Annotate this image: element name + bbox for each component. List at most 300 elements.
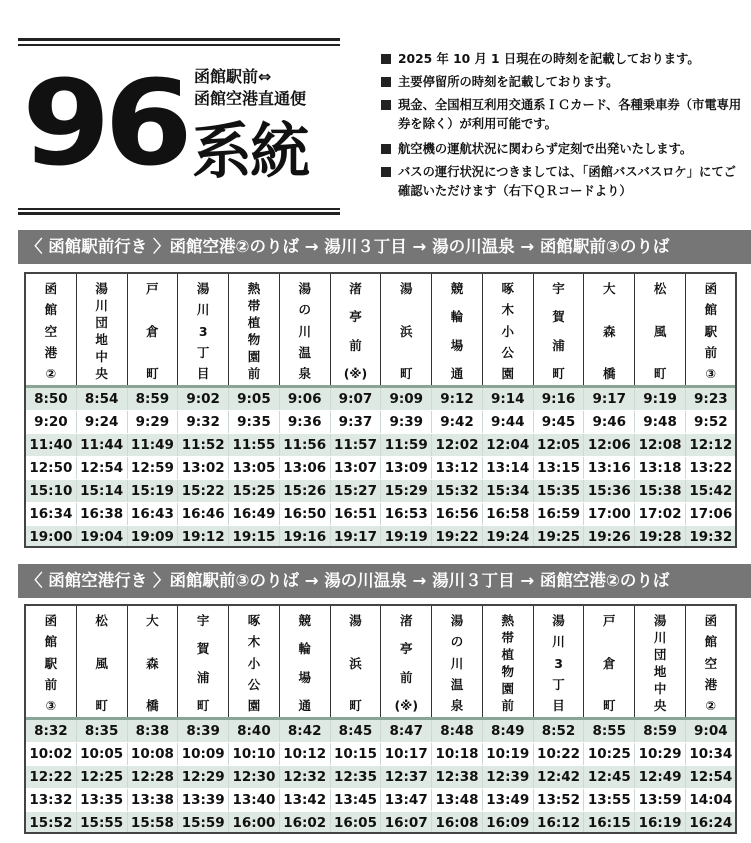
departure-time: 8:52 [533,719,584,743]
stop-name [330,606,381,719]
stop-name-char: 園 [247,349,261,364]
stop-name-char: ③ [705,366,717,381]
stop-name-char: 川 [196,302,210,318]
stop-name-char: 園 [247,698,261,713]
departure-time: 16:43 [127,503,178,526]
departure-row [26,434,737,457]
departure-time: 13:06 [279,457,330,480]
stop-name-char: 浜 [349,655,362,671]
departure-time: 16:12 [533,812,584,835]
departure-time: 11:44 [76,434,127,457]
departure-time: 12:59 [127,457,178,480]
stop-name-char: 帯 [501,630,515,645]
stop-name-char: 物 [501,664,515,679]
stop-name-char: 帯 [247,298,261,313]
departure-time: 15:35 [533,480,584,503]
stop-name [685,274,736,387]
stop-name-char: ② [45,366,57,381]
stop-name-char: 湯 [298,281,311,296]
departure-time: 10:17 [381,743,432,766]
departure-time: 16:49 [229,503,280,526]
departure-time: 12:12 [685,434,736,457]
system-label: 系統 [192,117,308,187]
stop-header-row [26,606,737,719]
stop-name [432,274,483,387]
note-item: 現金、全国相互利用交通系ＩＣカード、各種乗車券（市電専用券を除く）が利用可能です。 [381,96,743,134]
stop-name-char: 港 [44,344,58,360]
departure-time: 9:19 [635,387,686,411]
departure-time: 12:08 [635,434,686,457]
stop-name [279,274,330,387]
departure-time: 9:02 [178,387,229,411]
stop-name-char: 川 [298,323,311,339]
stop-name-char: 川 [95,298,108,313]
departure-time: 17:02 [635,503,686,526]
notes-list [381,50,743,205]
stop-name-char: 駅 [704,323,718,339]
stop-name-char: 空 [704,655,718,671]
departure-time: 19:24 [482,526,533,549]
departure-time: 13:22 [685,457,736,480]
route-from: 函館駅前⇔ [194,67,272,86]
stop-name-char: 橋 [146,698,159,713]
departure-time: 8:59 [635,719,686,743]
stop-name-char: 戸 [146,281,159,296]
stop-name-char: 啄 [247,613,261,628]
departure-time: 15:52 [26,812,77,835]
departure-time: 11:52 [178,434,229,457]
departure-time: 13:18 [635,457,686,480]
stop-name-char: 通 [450,365,464,381]
departure-time: 11:56 [279,434,330,457]
departure-time: 12:32 [279,766,330,789]
departure-time: 15:42 [685,480,736,503]
stop-name-char: 浦 [196,669,210,685]
stop-name-char: 園 [501,681,515,696]
stop-name-char: 植 [247,315,261,330]
stop-name-char: 前 [247,366,261,381]
departure-time: 12:05 [533,434,584,457]
departure-time: 12:02 [432,434,483,457]
departure-time: 12:39 [482,766,533,789]
stop-name [76,606,127,719]
departure-time: 12:54 [76,457,127,480]
stop-name-char: 大 [146,613,159,628]
stop-name-char: 浜 [399,323,413,339]
note-item: 航空機の運航状況に関わらず定刻で出発いたします。 [381,140,743,159]
departure-time: 16:51 [330,503,381,526]
departure-time: 13:07 [330,457,381,480]
stop-name-char: 湯 [653,613,667,628]
departure-time: 15:10 [26,480,77,503]
header-rule-bottom [18,212,340,215]
stop-name-char: 町 [399,366,413,381]
stop-name-char: 橋 [603,366,616,381]
departure-time: 13:39 [178,789,229,812]
stop-name [482,274,533,387]
stop-name [635,274,686,387]
stop-name-char: 空 [44,323,58,339]
departure-row [26,526,737,549]
departure-time: 12:35 [330,766,381,789]
stop-name-char: (※) [394,697,419,713]
departure-time: 11:40 [26,434,77,457]
stop-name-char: 啄 [501,281,515,296]
stop-name-char: 公 [247,676,261,692]
stop-name-char: 目 [552,698,565,713]
departure-time: 9:05 [229,387,280,411]
departure-time: 13:16 [584,457,635,480]
departure-time: 19:25 [533,526,584,549]
departure-time: 8:54 [76,387,127,411]
departure-time: 8:49 [482,719,533,743]
stop-name-char: 前 [349,337,362,353]
stop-name-char: 亭 [349,309,362,325]
stop-name [432,606,483,719]
stop-name-char: 前 [399,669,413,685]
departure-time: 8:48 [432,719,483,743]
stop-name-char: 場 [450,337,464,353]
stop-name-char: 風 [95,655,108,671]
departure-time: 8:39 [178,719,229,743]
departure-row [26,812,737,835]
stop-name [685,606,736,719]
stop-name-char: 3 [198,323,208,339]
stop-name [127,606,178,719]
departure-time: 9:09 [381,387,432,411]
departure-time: 12:06 [584,434,635,457]
departure-time: 16:38 [76,503,127,526]
stop-name [381,606,432,719]
stop-name-char: 団 [95,315,108,330]
stop-name-char: 地 [653,664,667,679]
departure-time: 8:50 [26,387,77,411]
square-bullet-icon [381,144,391,154]
departure-time: 13:05 [229,457,280,480]
departure-time: 10:15 [330,743,381,766]
departure-time: 12:49 [635,766,686,789]
departure-time: 10:09 [178,743,229,766]
departure-row [26,743,737,766]
departure-time: 9:07 [330,387,381,411]
stop-name-char: 物 [247,332,261,347]
departure-row [26,719,737,743]
departure-time: 12:30 [229,766,280,789]
stop-name [330,274,381,387]
departure-time: 13:42 [279,789,330,812]
stop-name-char: 渚 [399,613,413,628]
stop-name-char: 湯 [399,281,413,296]
stop-name-char: 館 [44,302,58,318]
stop-name-char: 森 [603,323,616,339]
stop-name [533,274,584,387]
stop-name-char: 公 [501,344,515,360]
departure-time: 19:28 [635,526,686,549]
departure-time: 12:29 [178,766,229,789]
departure-time: 16:59 [533,503,584,526]
departure-time: 19:15 [229,526,280,549]
stop-name-char: 館 [704,634,718,650]
departure-time: 19:19 [381,526,432,549]
stop-name-char: 央 [95,366,108,381]
departure-time: 14:04 [685,789,736,812]
stop-name [76,274,127,387]
stop-name-char: 賀 [196,641,210,657]
stop-name [381,274,432,387]
departure-time: 16:50 [279,503,330,526]
stop-name-char: 熱 [247,281,261,296]
stop-name-char: 函 [44,613,58,628]
stop-name-char: 3 [554,655,563,671]
header-rule-top-thin [18,44,340,46]
stop-name-char: 輪 [450,309,464,325]
stop-name-char: 地 [95,332,108,347]
stop-name [635,606,686,719]
departure-time: 11:59 [381,434,432,457]
departure-time: 9:12 [432,387,483,411]
departure-time: 19:26 [584,526,635,549]
departure-time: 10:29 [635,743,686,766]
departure-time: 10:12 [279,743,330,766]
departure-time: 13:40 [229,789,280,812]
stop-name [279,606,330,719]
stop-name-char: 泉 [450,698,464,713]
stop-name-char: 松 [95,613,108,628]
departure-time: 12:50 [26,457,77,480]
stop-name [26,274,77,387]
stop-name-char: 町 [95,698,108,713]
stop-name-char: 目 [196,366,210,381]
departure-time: 16:02 [279,812,330,835]
departure-time: 9:45 [533,411,584,434]
stop-name-char: 通 [298,697,311,713]
stop-name-char: 松 [653,281,667,296]
departure-time: 8:40 [229,719,280,743]
route-header [18,38,340,216]
stop-name-char: ③ [45,698,57,713]
stop-name-char: 中 [653,681,667,696]
stop-name-char: 宇 [196,613,210,628]
departure-time: 15:27 [330,480,381,503]
departure-row [26,789,737,812]
stop-name-char: 川 [653,630,667,645]
departure-time: 16:09 [482,812,533,835]
departure-time: 12:25 [76,766,127,789]
stop-name [584,606,635,719]
stop-name-char: の [450,634,464,650]
stop-name-char: (※) [343,365,368,381]
stop-name-char: ② [705,698,717,713]
departure-time: 13:55 [584,789,635,812]
stop-name-char: 町 [196,697,210,713]
section-title-to-airport: 〈 函館空港行き 〉函館駅前③のりば → 湯の川温泉 → 湯川３丁目 → 函館空港②のりば [18,564,751,598]
departure-time: 15:59 [178,812,229,835]
stop-name-char: 函 [704,613,718,628]
stop-name-char: 泉 [298,366,311,381]
route-description: 函館空港直通便 [194,89,307,108]
departure-time: 9:23 [685,387,736,411]
stop-header-row [26,274,737,387]
departure-time: 13:59 [635,789,686,812]
departure-time: 16:19 [635,812,686,835]
stop-name-char: 前 [501,698,515,713]
departure-time: 13:02 [178,457,229,480]
stop-name [26,606,77,719]
departure-time: 19:09 [127,526,178,549]
stop-name-char: 木 [501,302,515,318]
departure-time: 15:36 [584,480,635,503]
departure-time: 15:55 [76,812,127,835]
departure-time: 10:34 [685,743,736,766]
stop-name-char: 湯 [95,281,108,296]
note-item: バスの運行状況につきましては、「函館バスバスロケ」にてご確認いただけます（右下ＱＲコードより） [381,163,743,201]
departure-time: 19:12 [178,526,229,549]
stop-name-char: 倉 [146,323,159,339]
departure-row [26,411,737,434]
departure-time: 16:15 [584,812,635,835]
stop-name-char: 町 [552,365,565,381]
stop-name-char: 町 [349,698,362,713]
departure-time: 13:15 [533,457,584,480]
departure-time: 16:00 [229,812,280,835]
departure-time: 16:05 [330,812,381,835]
stop-name-char: 園 [501,366,515,381]
departure-time: 19:17 [330,526,381,549]
departure-time: 15:29 [381,480,432,503]
departure-row [26,387,737,411]
stop-name-char: 競 [298,613,311,628]
departure-row [26,457,737,480]
stop-name-char: 戸 [603,613,616,628]
departure-time: 13:45 [330,789,381,812]
stop-name-char: 渚 [349,281,362,296]
stop-name-char: 浦 [552,337,565,353]
departure-time: 13:38 [127,789,178,812]
header-rule-bottom-thin [18,208,340,210]
departure-time: 16:53 [381,503,432,526]
departure-time: 17:00 [584,503,635,526]
departure-time: 8:55 [584,719,635,743]
departure-time: 9:42 [432,411,483,434]
departure-time: 8:35 [76,719,127,743]
stop-name-char: 港 [704,676,718,692]
departure-time: 13:47 [381,789,432,812]
departure-time: 10:10 [229,743,280,766]
stop-name-char: 宇 [552,281,565,296]
departure-time: 9:04 [685,719,736,743]
stop-name-char: 森 [146,655,159,671]
stop-name-char: 函 [704,281,718,296]
stop-name-char: 賀 [552,309,565,325]
stop-name-char: 館 [44,634,58,650]
stop-name-char: 団 [653,647,667,662]
departure-time: 9:36 [279,411,330,434]
departure-time: 13:14 [482,457,533,480]
departure-time: 15:58 [127,812,178,835]
stop-name-char: 熱 [501,613,515,628]
stop-name-char: 木 [247,634,261,650]
departure-time: 13:48 [432,789,483,812]
departure-time: 19:04 [76,526,127,549]
stop-name-char: 中 [95,349,108,364]
departure-time: 9:32 [178,411,229,434]
departure-time: 13:32 [26,789,77,812]
departure-time: 16:34 [26,503,77,526]
header-rule-top [18,38,340,41]
square-bullet-icon [381,54,391,64]
note-item: 2025 年 10 月 1 日現在の時刻を記載しております。 [381,50,743,69]
stop-name-char: 湯 [349,613,362,628]
departure-time: 16:24 [685,812,736,835]
stop-name-char: 湯 [450,613,464,628]
departure-time: 9:16 [533,387,584,411]
departure-time: 19:00 [26,526,77,549]
square-bullet-icon [381,100,391,110]
departure-time: 12:04 [482,434,533,457]
departure-time: 15:22 [178,480,229,503]
stop-name-char: 駅 [44,655,58,671]
departure-time: 13:35 [76,789,127,812]
stop-name-char: 倉 [603,655,616,671]
departure-time: 9:24 [76,411,127,434]
stop-name-char: 湯 [196,281,210,296]
departure-time: 8:32 [26,719,77,743]
departure-time: 13:49 [482,789,533,812]
departure-time: 9:37 [330,411,381,434]
departure-time: 15:32 [432,480,483,503]
stop-name-char: 館 [704,302,718,318]
stop-name [229,274,280,387]
departure-time: 12:45 [584,766,635,789]
departure-time: 15:14 [76,480,127,503]
departure-time: 12:37 [381,766,432,789]
departure-time: 10:08 [127,743,178,766]
stop-name-char: 小 [501,323,515,339]
departure-time: 11:49 [127,434,178,457]
stop-name-char: 丁 [552,676,565,692]
departure-time: 9:44 [482,411,533,434]
departure-time: 16:58 [482,503,533,526]
departure-time: 12:54 [685,766,736,789]
departure-time: 10:22 [533,743,584,766]
departure-time: 16:07 [381,812,432,835]
departure-row [26,503,737,526]
departure-time: 10:02 [26,743,77,766]
stop-name [584,274,635,387]
departure-time: 9:06 [279,387,330,411]
stop-name-char: 丁 [196,344,210,360]
stop-name-char: 町 [603,698,616,713]
departure-time: 11:55 [229,434,280,457]
stop-name-char: 央 [653,698,667,713]
departure-time: 15:34 [482,480,533,503]
stop-name-char: 温 [298,344,311,360]
departure-time: 12:42 [533,766,584,789]
stop-name [533,606,584,719]
departure-time: 10:18 [432,743,483,766]
stop-name-char: 川 [450,655,464,671]
stop-name [178,606,229,719]
departure-row [26,480,737,503]
stop-name-char: 小 [247,655,261,671]
timetable-to-airport [25,605,737,835]
stop-name-char: 植 [501,647,515,662]
square-bullet-icon [381,167,391,177]
departure-time: 9:35 [229,411,280,434]
section-title-to-station: 〈 函館駅前行き 〉函館空港②のりば → 湯川３丁目 → 湯の川温泉 → 函館駅前③のりば [18,230,751,264]
departure-time: 15:26 [279,480,330,503]
stop-name [482,606,533,719]
